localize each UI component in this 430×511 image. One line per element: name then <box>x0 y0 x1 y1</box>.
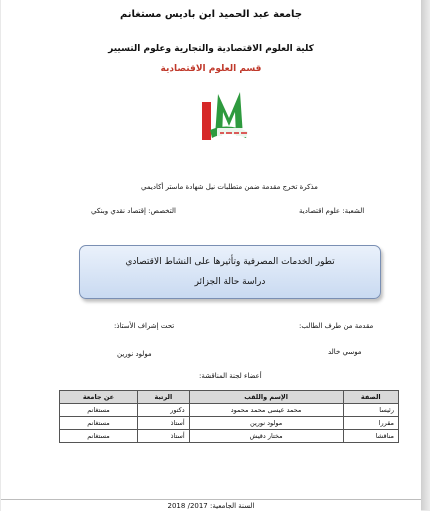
table-row <box>60 417 399 430</box>
department-name: قسم العلوم الاقتصادية <box>160 64 262 74</box>
university-name: جامعة عبد الحميد ابن باديس مستغانم <box>119 9 303 20</box>
jury-header-university: عن جامعة <box>60 391 138 404</box>
thesis-subtitle: دراسة حالة الجزائر <box>194 277 266 287</box>
presented-by-label: مقدمة من طرف الطالب: <box>299 322 374 330</box>
branch-line: الشعبة: علوم اقتصادية <box>299 207 365 215</box>
memo-note: مذكرة تخرج مقدمة ضمن متطلبات نيل شهادة ماستر أكاديمي <box>141 183 318 191</box>
jury-university: مستغانم <box>60 404 138 417</box>
specialty-line: التخصص: إقتصاد نقدي وبنكي <box>91 207 176 215</box>
jury-name: مولود نورين <box>189 417 343 430</box>
jury-name: مختار دقيش <box>189 430 343 443</box>
jury-table-header <box>60 391 399 404</box>
academic-year: السنة الجامعية: 2017/ 2018 <box>167 502 255 510</box>
jury-header-name: الإسم واللقب <box>189 391 343 404</box>
table-row <box>60 430 399 443</box>
table-row <box>60 404 399 417</box>
jury-university: مستغانم <box>60 430 138 443</box>
supervisor-name: مولود نورين <box>117 350 152 358</box>
jury-rank: أستاذ <box>137 430 189 443</box>
jury-table <box>59 390 399 443</box>
jury-role: مناقشا <box>343 430 398 443</box>
jury-label: أعضاء لجنة المناقشة: <box>199 372 262 380</box>
jury-rank: أستاذ <box>137 417 189 430</box>
jury-role: رئيسا <box>343 404 398 417</box>
student-name: موسي خالد <box>328 348 362 356</box>
university-logo <box>198 88 258 148</box>
document-page <box>1 0 422 510</box>
jury-header-role: الصفة <box>343 391 398 404</box>
jury-name: محمد عيسى محمد محمود <box>189 404 343 417</box>
supervisor-label: تحت إشراف الأستاذ: <box>114 322 175 330</box>
jury-rank: دكتور <box>137 404 189 417</box>
faculty-name: كلية العلوم الاقتصادية والتجارية وعلوم التسيير <box>108 44 314 54</box>
page-shadow <box>421 0 430 510</box>
thesis-title-box <box>79 245 381 299</box>
jury-role: مقررا <box>343 417 398 430</box>
logo-red-bar <box>202 102 211 140</box>
jury-university: مستغانم <box>60 417 138 430</box>
thesis-title: تطور الخدمات المصرفية وتأثيرها على النشاط الاقتصادي <box>125 257 335 267</box>
jury-header-rank: الرتبة <box>137 391 189 404</box>
